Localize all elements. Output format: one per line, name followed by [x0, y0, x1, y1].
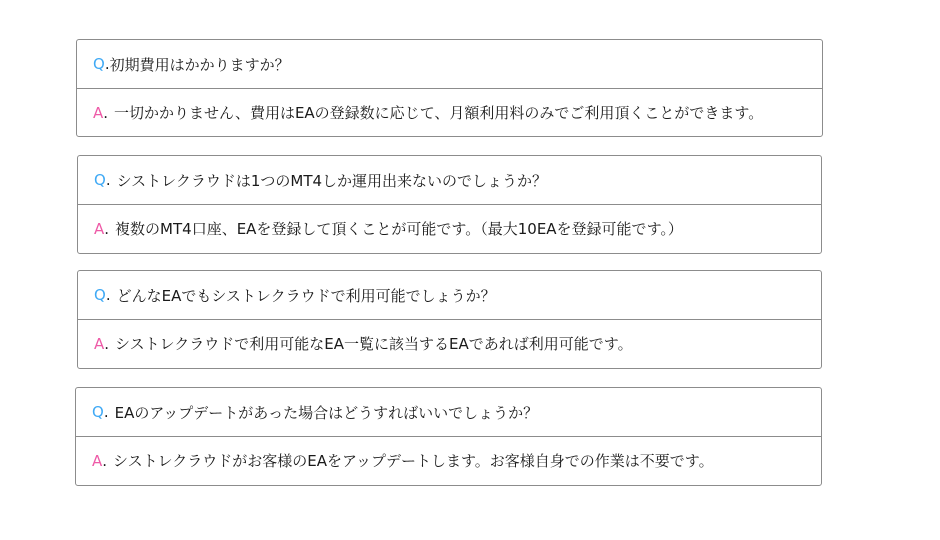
answer-marker: A	[93, 103, 104, 122]
answer-text: シストレクラウドがお客様のEAをアップデートします。お客様自身での作業は不要です。	[113, 452, 714, 470]
faq-question[interactable]: Q . EAのアップデートがあった場合はどうすればいいでしょうか？	[92, 403, 539, 422]
question-text: EAのアップデートがあった場合はどうすればいいでしょうか？	[114, 403, 539, 422]
faq-answer: A . 一切かかりません、費用はEAの登録数に応じて、月額利用料のみでご利用頂くことができます。	[77, 88, 822, 136]
faq-item	[77, 155, 822, 254]
faq-answer: A . 複数のMT4口座、EAを登録して頂くことが可能です。（最大10EAを登録可能です。）	[78, 204, 821, 252]
answer-text: 一切かかりません、費用はEAの登録数に応じて、月額利用料のみでご利用頂くことができます。	[114, 104, 764, 122]
faq-answer: A . シストレクラウドで利用可能なEA一覧に該当するEAであれば利用可能です。	[78, 319, 821, 367]
faq-item	[75, 387, 822, 486]
faq-question[interactable]: Q . 初期費用はかかりますか？	[93, 55, 290, 74]
question-text: どんなEAでもシストレクラウドで利用可能でしょうか？	[116, 286, 496, 305]
question-marker: Q	[94, 286, 106, 304]
answer-text: 複数のMT4口座、EAを登録して頂くことが可能です。（最大10EAを登録可能です。）	[115, 220, 683, 238]
faq-item	[76, 39, 823, 137]
question-marker: Q	[93, 55, 105, 73]
faq-answer: A . シストレクラウドがお客様のEAをアップデートします。お客様自身での作業は不要です。	[76, 436, 821, 484]
question-marker: Q	[92, 403, 104, 421]
question-text: シストレクラウドは1つのMT4しか運用出来ないのでしょうか？	[116, 171, 548, 190]
faq-question[interactable]: Q . どんなEAでもシストレクラウドで利用可能でしょうか？	[94, 286, 496, 305]
faq-item	[77, 270, 822, 369]
answer-marker: A	[92, 451, 103, 470]
question-text: 初期費用はかかりますか？	[109, 55, 290, 74]
faq-question[interactable]: Q . シストレクラウドは1つのMT4しか運用出来ないのでしょうか？	[94, 171, 548, 190]
question-marker: Q	[94, 171, 106, 189]
answer-text: シストレクラウドで利用可能なEA一覧に該当するEAであれば利用可能です。	[115, 335, 633, 353]
answer-marker: A	[94, 334, 105, 353]
answer-marker: A	[94, 219, 105, 238]
